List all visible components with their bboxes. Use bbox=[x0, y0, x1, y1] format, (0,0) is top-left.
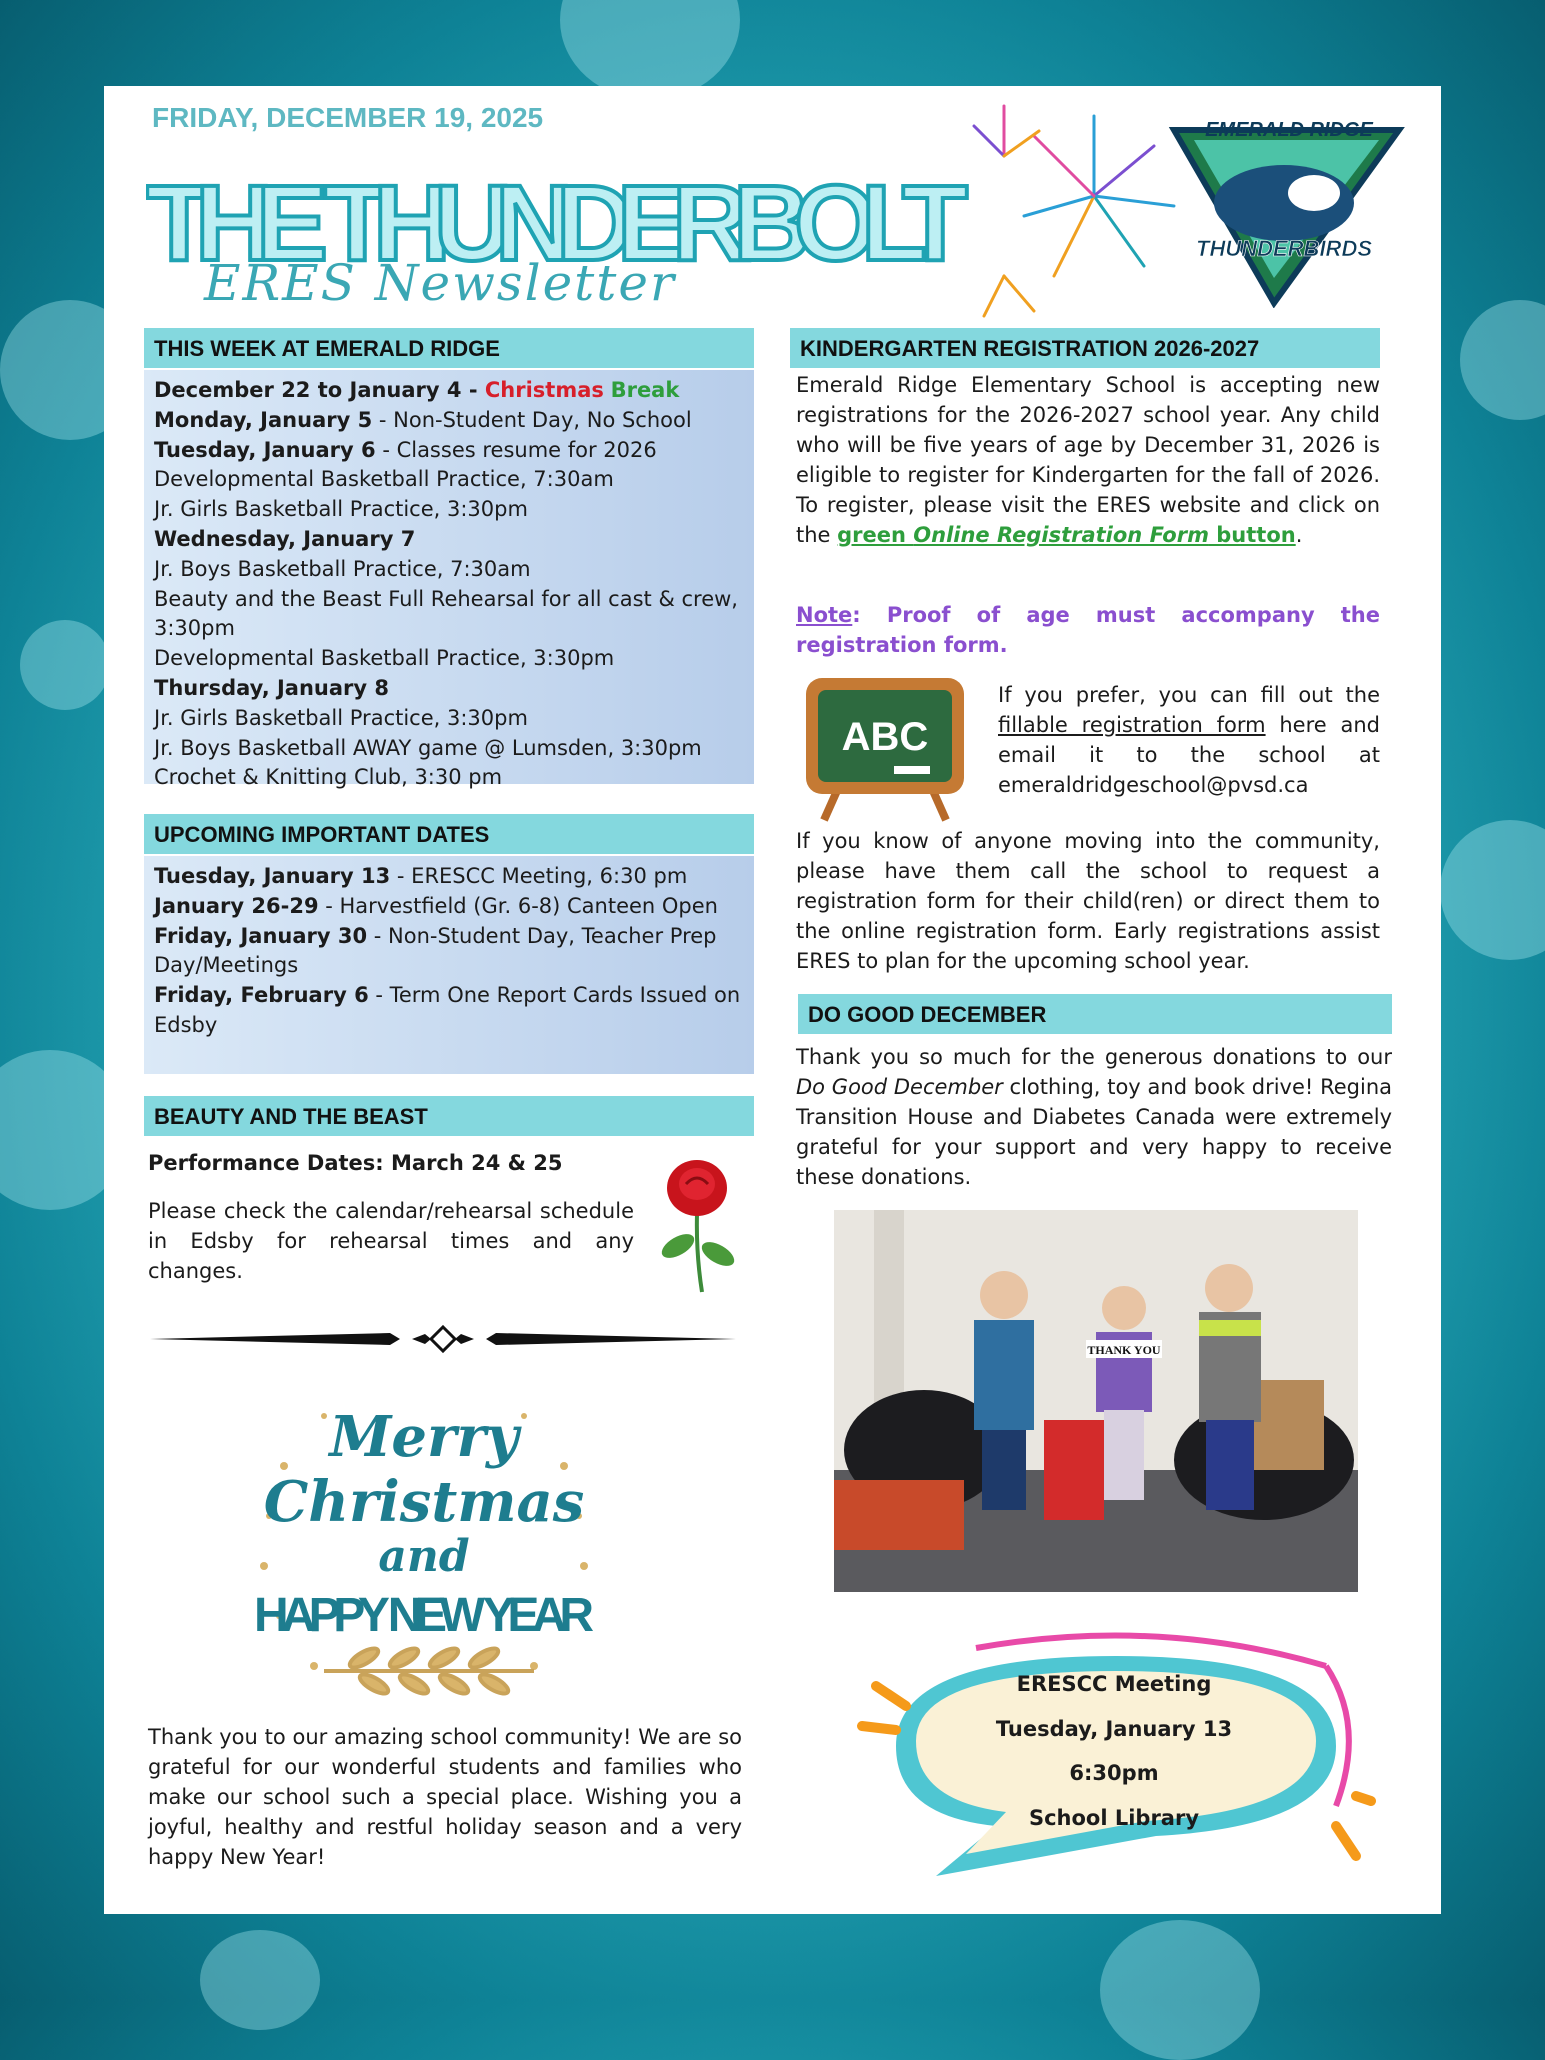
schedule-line: Jr. Boys Basketball AWAY game @ Lumsden, 3:30pm bbox=[154, 735, 702, 760]
newsletter-subtitle: ERES Newsletter bbox=[204, 254, 676, 312]
meeting-title: ERESCC Meeting bbox=[1016, 1672, 1212, 1696]
thanks-message: Thank you to our amazing school community! We are so grateful for our wonderful students and families who make our school such a special place. Wishing you a joyful, healthy and restful holiday season and a very happy New Year! bbox=[148, 1725, 742, 1869]
logo-top-text: EMERALD RIDGE bbox=[1205, 119, 1373, 141]
schedule-line: Tuesday, January 6 - Classes resume for 2026 bbox=[154, 437, 657, 462]
laurel-icon bbox=[324, 1645, 534, 1697]
bokeh-circle bbox=[200, 1930, 320, 2030]
newsletter-page bbox=[104, 86, 1441, 1914]
schedule-line: Monday, January 5 - Non-Student Day, No School bbox=[154, 407, 692, 432]
schedule-line: Crochet & Knitting Club, 3:30 pm bbox=[154, 765, 503, 790]
schedule-line: Beauty and the Beast Full Rehearsal for all cast & crew, 3:30pm bbox=[154, 586, 738, 641]
merry-christmas-graphic bbox=[244, 1386, 604, 1716]
kinder-paragraph: Emerald Ridge Elementary School is accepting new registrations for the 2026-2027 school year. Any child who will be five years of age by December 31, 2026 is eligible to register for Kindergarten for the fall of 2026. To register, please visit the ERES website and click on the green Online Registration Form button. bbox=[796, 373, 1380, 547]
and-text: and bbox=[378, 1531, 470, 1582]
community-paragraph: If you know of anyone moving into the community, please have them call the school to request a registration form for their child(ren) or direct them to the online registration form. Early registrations assist ERES to plan for the upcoming school year. bbox=[796, 829, 1380, 973]
bokeh-circle bbox=[20, 620, 110, 710]
christmas-text: Christmas bbox=[263, 1469, 585, 1535]
this-week-heading: THIS WEEK AT EMERALD RIDGE bbox=[144, 328, 754, 368]
schedule-line: Jr. Girls Basketball Practice, 3:30pm bbox=[154, 497, 528, 522]
dogood-paragraph: Thank you so much for the generous donations to our Do Good December clothing, toy and book drive! Regina Transition House and Diabetes Canada were extremely grateful for your support and very happy to receive these donations. bbox=[796, 1045, 1392, 1189]
beauty-body: Please check the calendar/rehearsal schedule in Edsby for rehearsal times and any changes. bbox=[148, 1199, 634, 1283]
emerald-ridge-logo bbox=[1164, 108, 1414, 308]
performance-dates: Performance Dates: March 24 & 25 bbox=[148, 1151, 563, 1175]
bokeh-circle bbox=[560, 0, 740, 100]
bokeh-circle bbox=[1440, 820, 1545, 960]
upcoming-heading: UPCOMING IMPORTANT DATES bbox=[144, 814, 754, 854]
date-item: Tuesday, January 13 - ERESCC Meeting, 6:30 pm bbox=[154, 864, 688, 888]
hny-text: HAPPY NEW YEAR bbox=[254, 1589, 594, 1642]
beauty-heading: BEAUTY AND THE BEAST bbox=[144, 1096, 754, 1136]
schedule-line: Jr. Girls Basketball Practice, 3:30pm bbox=[154, 705, 528, 730]
fireworks-graphic bbox=[944, 86, 1184, 326]
schedule-line: Jr. Boys Basketball Practice, 7:30am bbox=[154, 556, 531, 581]
online-registration-link[interactable]: green Online Registration Form button bbox=[837, 523, 1296, 547]
meeting-location: School Library bbox=[1028, 1805, 1200, 1830]
logo-bird-head bbox=[1288, 175, 1340, 211]
bokeh-circle bbox=[1460, 300, 1545, 420]
meeting-time: 6:30pm bbox=[1069, 1761, 1159, 1785]
date-item: Friday, February 6 - Term One Report Cards Issued on Edsby bbox=[154, 983, 741, 1037]
schedule-line: December 22 to January 4 - Christmas Break bbox=[154, 378, 680, 402]
schedule-line: Developmental Basketball Practice, 3:30pm bbox=[154, 646, 615, 671]
meeting-date: Tuesday, January 13 bbox=[995, 1716, 1233, 1741]
schedule-line: Wednesday, January 7 bbox=[154, 526, 416, 551]
fillable-form-link[interactable]: fillable registration form bbox=[998, 713, 1266, 737]
donation-photo bbox=[834, 1210, 1358, 1592]
this-week-panel bbox=[144, 370, 754, 790]
chalk-abc: ABC bbox=[841, 715, 929, 759]
rose-icon bbox=[652, 1154, 742, 1294]
thank-you-sign: THANK YOU bbox=[1087, 1343, 1161, 1357]
dogood-heading: DO GOOD DECEMBER bbox=[798, 994, 1392, 1034]
merry-text: Merry bbox=[329, 1404, 519, 1470]
chalkboard-icon bbox=[800, 674, 970, 824]
issue-date: FRIDAY, DECEMBER 19, 2025 bbox=[152, 102, 544, 133]
date-item: Friday, January 30 - Non-Student Day, Teacher Prep Day/Meetings bbox=[154, 923, 717, 978]
fillable-form-paragraph: If you prefer, you can fill out the fillable registration form here and email it to the school at emeraldridgeschool@pvsd.ca bbox=[998, 683, 1381, 797]
schedule-line: Thursday, January 8 bbox=[154, 675, 390, 700]
title-text: THE THUNDERBOLT bbox=[146, 162, 966, 283]
meeting-details bbox=[964, 1662, 1264, 1840]
bokeh-circle bbox=[1100, 1920, 1260, 2060]
kinder-heading: KINDERGARTEN REGISTRATION 2026-2027 bbox=[790, 328, 1380, 368]
schedule-line: Developmental Basketball Practice, 7:30am bbox=[154, 467, 614, 492]
logo-bottom-text: THUNDERBIRDS bbox=[1196, 236, 1372, 261]
upcoming-panel bbox=[144, 856, 754, 1074]
date-item: January 26-29 - Harvestfield (Gr. 6-8) Canteen Open bbox=[154, 893, 718, 918]
ornament-divider bbox=[150, 1324, 736, 1354]
proof-of-age-note: Note: Proof of age must accompany the registration form. bbox=[796, 603, 1380, 657]
